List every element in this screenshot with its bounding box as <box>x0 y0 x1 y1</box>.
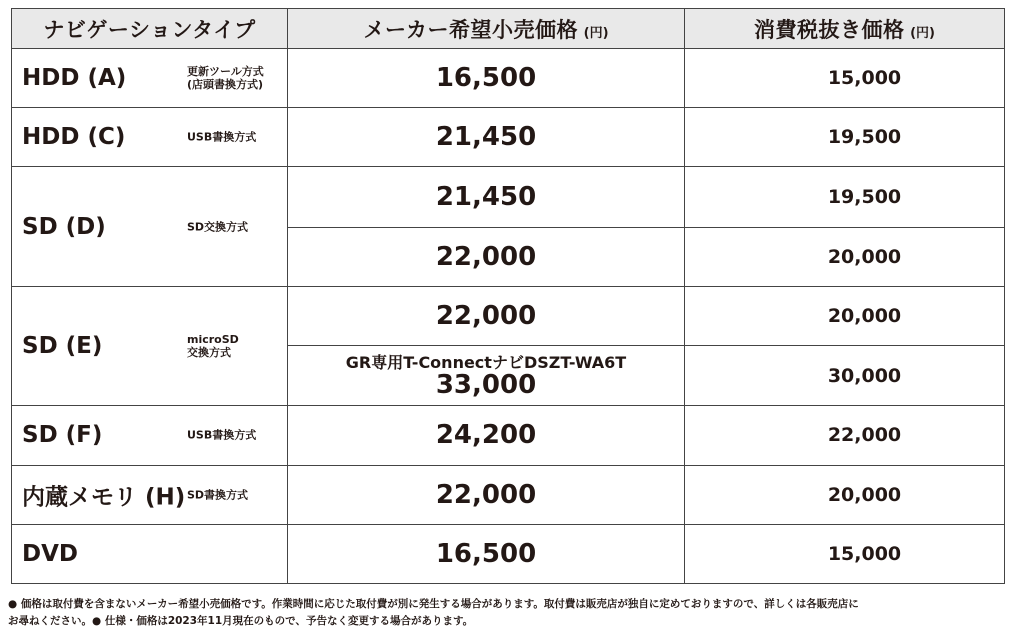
header-retail-price: メーカー希望小売価格 (円) <box>288 9 685 49</box>
table-row <box>12 465 1005 524</box>
tax-excluded-price: 20,000 <box>685 465 1005 524</box>
table-row <box>12 406 1005 465</box>
nav-type-name: HDD (A) <box>22 65 127 92</box>
table-row <box>12 524 1005 583</box>
table-row <box>12 108 1005 167</box>
nav-type-cell <box>12 465 288 524</box>
nav-type-note: USB書換方式 <box>187 130 257 144</box>
nav-type-name: DVD <box>22 540 78 567</box>
special-model-price-cell <box>288 346 685 406</box>
nav-type-cell <box>12 406 288 465</box>
tax-excluded-price: 20,000 <box>685 286 1005 345</box>
tax-excluded-price: 30,000 <box>685 346 1005 406</box>
retail-price: 22,000 <box>288 227 685 286</box>
nav-type-name: HDD (C) <box>22 124 126 151</box>
tax-excluded-price: 15,000 <box>685 524 1005 583</box>
table-row <box>12 167 1005 227</box>
header-nav-type: ナビゲーションタイプ <box>12 9 288 49</box>
retail-price: 21,450 <box>288 167 685 227</box>
nav-type-cell <box>12 286 288 405</box>
retail-price: 33,000 <box>435 369 537 400</box>
table-row <box>12 286 1005 345</box>
footnote-line: お尋ねください。● 仕様・価格は2023年11月現在のもので、予告なく変更する場合があります。 <box>8 615 474 627</box>
nav-type-name: SD (E) <box>22 333 103 360</box>
retail-price: 16,500 <box>288 524 685 583</box>
table-row <box>12 49 1005 108</box>
nav-type-note: SD交換方式 <box>187 220 249 234</box>
nav-type-name: SD (D) <box>22 213 106 240</box>
nav-type-note: USB書換方式 <box>187 428 257 442</box>
nav-type-name: 内蔵メモリ (H) <box>22 484 186 511</box>
price-table <box>11 8 1005 584</box>
tax-excluded-price: 15,000 <box>685 49 1005 108</box>
tax-excluded-price: 19,500 <box>685 167 1005 227</box>
retail-price: 16,500 <box>288 49 685 108</box>
table-header-row <box>12 9 1005 49</box>
nav-type-note: microSD 交換方式 <box>187 333 239 360</box>
retail-price: 21,450 <box>288 108 685 167</box>
tax-excluded-price: 22,000 <box>685 406 1005 465</box>
tax-excluded-price: 20,000 <box>685 227 1005 286</box>
nav-type-name: SD (F) <box>22 422 103 449</box>
tax-excluded-price: 19,500 <box>685 108 1005 167</box>
footnote <box>8 596 1008 630</box>
retail-price: 22,000 <box>288 465 685 524</box>
retail-price: 24,200 <box>288 406 685 465</box>
nav-type-cell <box>12 524 288 583</box>
nav-type-cell <box>12 167 288 286</box>
special-model-label: GR専用T-ConnectナビDSZT-WA6T <box>345 352 627 372</box>
header-tax-excluded-price: 消費税抜き価格 (円) <box>685 9 1005 49</box>
nav-type-note: SD書換方式 <box>187 488 249 502</box>
retail-price: 22,000 <box>288 286 685 345</box>
nav-type-cell <box>12 108 288 167</box>
footnote-line: ● 価格は取付費を含まないメーカー希望小売価格です。作業時間に応じた取付費が別に発生する場合があります。取付費は販売店が独自に定めておりますので、詳しくは各販売店に <box>8 598 859 610</box>
nav-type-note: 更新ツール方式 (店頭書換方式) <box>187 65 264 92</box>
nav-type-cell <box>12 49 288 108</box>
